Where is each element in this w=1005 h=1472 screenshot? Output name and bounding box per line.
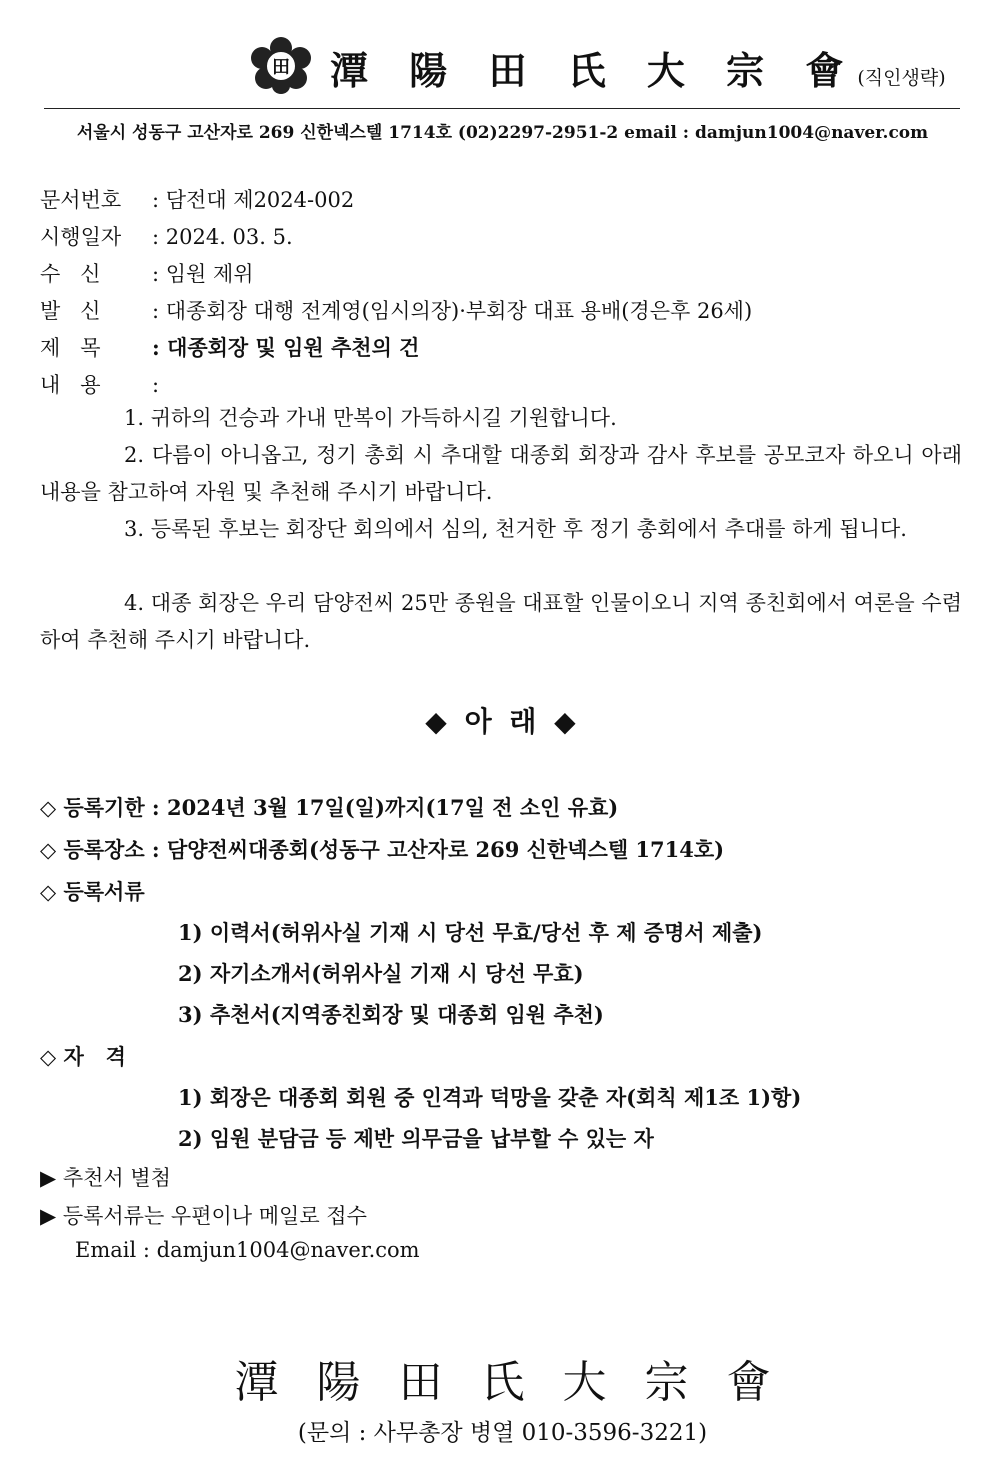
registration-place: ◇ 등록장소 : 담양전씨대종회(성동구 고산자로 269 신한넥스텔 1714호) [40,837,725,862]
document-item-recommendation: 3) 추천서(지역종친회장 및 대종회 임원 추천) [178,1002,604,1027]
org-address: 서울시 성동구 고산자로 269 신한넥스텔 1714호 (02)2297-2951-2 email : damjun1004@naver.com [76,123,929,143]
paragraph-text: 3. 등록된 후보는 회장단 회의에서 심의, 천거한 후 정기 총회에서 추대를 하게 됩니다. [124,517,907,541]
document-header [0,36,1005,96]
flower-seal-icon [248,36,314,96]
qualification-item-1: 1) 회장은 대종회 회원 중 인격과 덕망을 갖춘 자(회칙 제1조 1)항) [178,1085,802,1110]
date-label: 시행일자 [40,225,122,249]
content-colon: : [152,373,160,397]
sender-label: 발 신 [40,299,101,323]
attachment-note: ▶ 추천서 별첨 [40,1166,171,1190]
doc-number-value: : 담전대 제2024-002 [152,188,355,212]
body-paragraph-1 [40,400,962,437]
document-item-self-intro: 2) 자기소개서(허위사실 기재 시 당선 무효) [178,961,584,986]
org-name: 潭 陽 田 氏 大 宗 會 [330,48,858,93]
footer-contact: (문의 : 사무총장 병열 010-3596-3221) [297,1420,708,1446]
svg-text:田: 田 [272,57,290,78]
qualification-item-2: 2) 임원 분담금 등 제반 의무금을 납부할 수 있는 자 [178,1126,654,1151]
section-heading-below: ◆ 아 래 ◆ [425,705,580,738]
document-item-resume: 1) 이력서(허위사실 기재 시 당선 무효/당선 후 제 증명서 제출) [178,920,763,945]
qualification-heading: ◇ 자 격 [40,1044,126,1069]
body-paragraph-4 [40,585,962,659]
paragraph-text: 1. 귀하의 건승과 가내 만복이 가득하시길 기원합니다. [124,406,617,430]
sender-value: : 대종회장 대행 전계영(임시의장)·부회장 대표 용배(경은후 26세) [152,299,753,323]
footer-org-name: 潭陽田氏大宗會 [234,1357,809,1408]
subject-row [40,332,419,362]
seal-omitted-note: (직인생략) [857,67,946,89]
body-paragraph-2 [40,437,962,511]
recipient-row [40,258,254,288]
content-row [40,369,159,399]
doc-number-label: 문서번호 [40,188,122,212]
subject-label: 제 목 [40,336,101,360]
subject-value: : 대종회장 및 임원 추천의 건 [152,335,420,360]
paragraph-text: 4. 대종 회장은 우리 담양전씨 25만 종원을 대표할 인물이오니 지역 종친회에서 여론을 수렴하여 추천해 주시기 바랍니다. [40,591,962,652]
body-paragraph-3 [40,511,962,548]
doc-number-row [40,184,354,214]
contact-email[interactable]: Email : damjun1004@naver.com [75,1238,420,1262]
sender-row [40,295,752,325]
recipient-label: 수 신 [40,262,101,286]
registration-deadline: ◇ 등록기한 : 2024년 3월 17일(일)까지(17일 전 소인 유효) [40,795,619,820]
header-divider [44,108,960,109]
submission-note: ▶ 등록서류는 우편이나 메일로 접수 [40,1204,367,1228]
document-title [330,40,946,95]
paragraph-text: 2. 다름이 아니옵고, 정기 총회 시 추대할 대종회 회장과 감사 후보를 공모코자 하오니 아래 내용을 참고하여 자원 및 추천해 주시기 바랍니다. [40,443,962,504]
date-row [40,221,293,251]
date-value: : 2024. 03. 5. [152,225,293,249]
registration-documents: ◇ 등록서류 [40,879,145,904]
content-label: 내 용 [40,373,101,397]
recipient-value: : 임원 제위 [152,262,254,286]
